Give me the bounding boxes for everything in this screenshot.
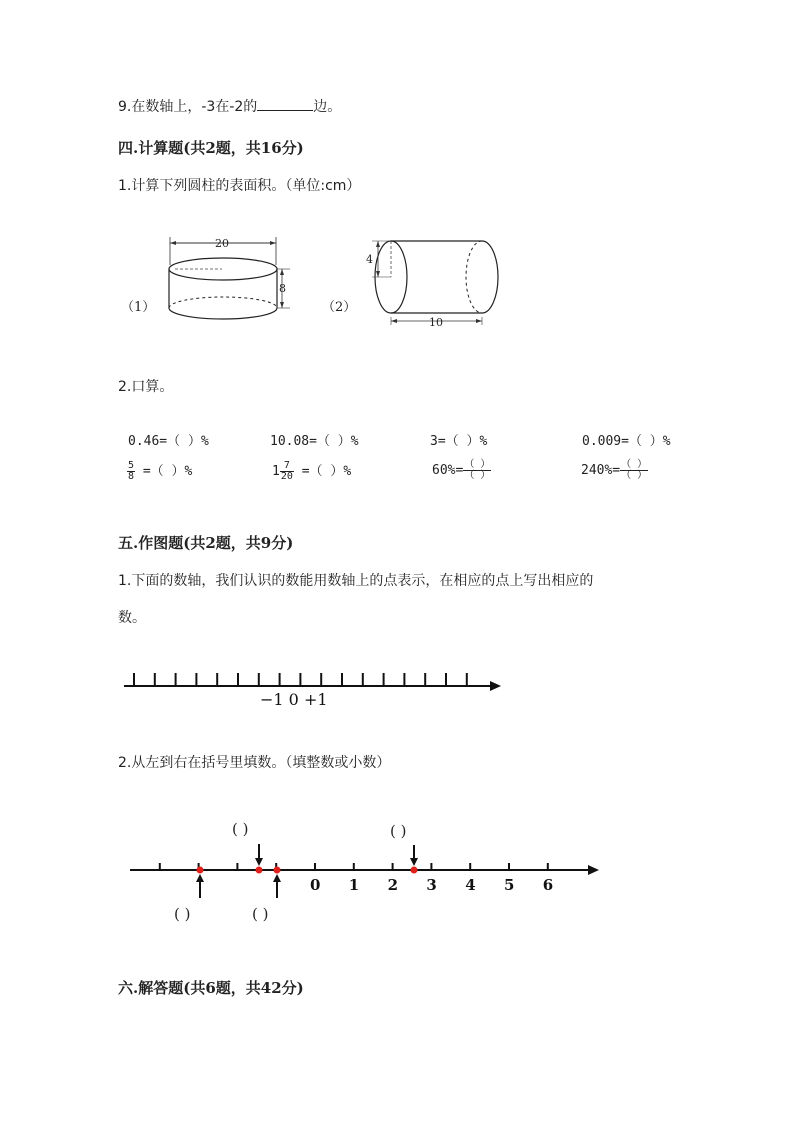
question-9-prefix: 9.在数轴上，-3在-2的 <box>118 99 258 115</box>
figure-2-label: （2） <box>322 300 357 315</box>
number-line-2-tick-label: 5 <box>504 876 515 894</box>
calc-question-2: 2.口算。 <box>118 379 174 395</box>
number-line-2-tick-label: 0 <box>310 876 321 894</box>
point-2 <box>256 867 263 874</box>
figure-1-diameter: 20 <box>215 237 229 250</box>
draw-question-1-line1: 1.下面的数轴，我们认识的数能用数轴上的点表示，在相应的点上写出相应的 <box>118 573 594 589</box>
number-line-2 <box>0 815 794 925</box>
oral-item-7 <box>432 460 491 481</box>
number-line-2-tick-label: 6 <box>542 876 554 894</box>
fraction-7-20: $\frac{7}{20}$ <box>280 460 293 482</box>
arrow-down-icon <box>410 858 418 866</box>
question-9-suffix: 边。 <box>313 99 342 115</box>
number-line-2-tick-label: 3 <box>426 876 437 894</box>
arrow-up-icon <box>196 874 204 882</box>
oral-item-5-rest: =（ ）% <box>135 464 193 479</box>
oral-item-8-label: 240%= <box>581 463 621 478</box>
figure-2-diameter: 4 <box>366 253 373 266</box>
calc-question-1: 1.计算下列圆柱的表面积。（单位:cm） <box>118 178 361 194</box>
answer-blank[interactable] <box>257 98 313 111</box>
number-line-2-tick-label: 4 <box>465 876 476 894</box>
oral-item-4: 0.009=（ ）% <box>582 434 671 449</box>
fraction-5-8: $\frac{5}{8}$ <box>128 460 135 482</box>
number-line-1-arrow <box>490 681 501 691</box>
point-4 <box>411 867 418 874</box>
fraction-blank-240[interactable]: $\frac{( )}{( )}$ <box>621 459 648 481</box>
mixed-whole: 1 <box>272 464 280 479</box>
arrow-up-icon <box>273 874 281 882</box>
figure-1-height: 8 <box>279 282 286 295</box>
paren-bottom-2[interactable]: ( ) <box>252 905 269 923</box>
figure-1-label: （1） <box>121 300 156 315</box>
oral-item-6 <box>272 460 351 482</box>
section-4-title: 四.计算题(共2题，共16分) <box>118 139 304 157</box>
oral-item-7-label: 60%= <box>432 463 464 478</box>
point-3 <box>274 867 281 874</box>
oral-item-3: 3=（ ）% <box>430 434 488 449</box>
number-line-1-labels: −1 0 +1 <box>260 690 328 709</box>
paren-top-2[interactable]: ( ) <box>390 822 407 840</box>
number-line-2-arrow <box>588 865 599 875</box>
cylinder-figures <box>0 225 794 345</box>
paren-top-1[interactable]: ( ) <box>232 820 249 838</box>
figure-2-length: 10 <box>429 316 443 329</box>
oral-item-1: 0.46=（ ）% <box>128 434 209 449</box>
arrow-down-icon <box>255 858 263 866</box>
number-line-2-tick-label: 2 <box>387 876 399 894</box>
point-1 <box>197 867 204 874</box>
number-line-2-tick-label: 1 <box>348 876 360 894</box>
fraction-blank-60[interactable]: $\frac{( )}{( )}$ <box>464 459 491 481</box>
oral-item-2: 10.08=（ ）% <box>270 434 359 449</box>
draw-question-2: 2.从左到右在括号里填数。（填整数或小数） <box>118 755 391 771</box>
oral-item-5 <box>127 460 192 482</box>
section-5-title: 五.作图题(共2题，共9分) <box>118 534 294 552</box>
oral-item-8 <box>581 460 648 481</box>
number-line-1 <box>0 665 794 715</box>
paren-bottom-1[interactable]: ( ) <box>174 905 191 923</box>
question-9 <box>118 96 341 116</box>
draw-question-1-line2: 数。 <box>118 610 146 626</box>
section-6-title: 六.解答题(共6题，共42分) <box>118 979 304 997</box>
oral-item-6-rest: =（ ）% <box>293 464 352 479</box>
